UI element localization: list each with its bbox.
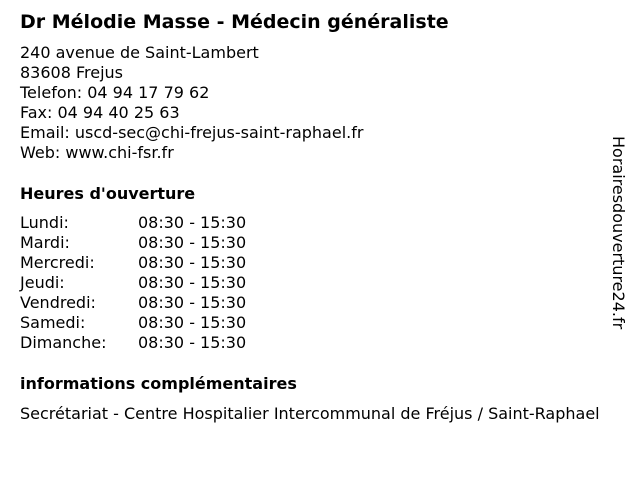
contact-block bbox=[20, 43, 363, 163]
hours-row-vendredi bbox=[20, 293, 246, 313]
day-label: Samedi: bbox=[20, 313, 86, 332]
opening-hours-heading: Heures d'ouverture bbox=[20, 184, 196, 203]
address-city: 83608 Frejus bbox=[20, 63, 124, 82]
day-label: Lundi: bbox=[20, 213, 69, 232]
additional-info-text: Secrétariat - Centre Hospitalier Intercommunal de Fréjus / Saint-Raphael bbox=[20, 404, 600, 423]
time-range: 08:30 - 15:30 bbox=[138, 273, 247, 292]
email-line: Email: uscd-sec@chi-frejus-saint-raphael.fr bbox=[20, 123, 364, 142]
additional-info-heading: informations complémentaires bbox=[20, 374, 297, 393]
address-street: 240 avenue de Saint-Lambert bbox=[20, 43, 259, 62]
day-label: Mercredi: bbox=[20, 253, 95, 272]
time-range: 08:30 - 15:30 bbox=[138, 233, 247, 252]
opening-hours-table bbox=[20, 213, 246, 353]
hours-row-mardi bbox=[20, 233, 246, 253]
day-label: Mardi: bbox=[20, 233, 70, 252]
day-label: Dimanche: bbox=[20, 333, 107, 352]
time-range: 08:30 - 15:30 bbox=[138, 213, 247, 232]
phone-line: Telefon: 04 94 17 79 62 bbox=[20, 83, 210, 102]
time-range: 08:30 - 15:30 bbox=[138, 293, 247, 312]
hours-row-samedi bbox=[20, 313, 246, 333]
site-watermark: Horairesdouverture24.fr bbox=[609, 136, 628, 330]
page-title: Dr Mélodie Masse - Médecin généraliste bbox=[20, 11, 449, 33]
web-line: Web: www.chi-fsr.fr bbox=[20, 143, 174, 162]
time-range: 08:30 - 15:30 bbox=[138, 313, 247, 332]
day-label: Vendredi: bbox=[20, 293, 96, 312]
time-range: 08:30 - 15:30 bbox=[138, 253, 247, 272]
fax-line: Fax: 04 94 40 25 63 bbox=[20, 103, 180, 122]
hours-row-dimanche bbox=[20, 333, 246, 353]
hours-row-mercredi bbox=[20, 253, 246, 273]
day-label: Jeudi: bbox=[20, 273, 65, 292]
hours-row-lundi bbox=[20, 213, 246, 233]
hours-row-jeudi bbox=[20, 273, 246, 293]
time-range: 08:30 - 15:30 bbox=[138, 333, 247, 352]
